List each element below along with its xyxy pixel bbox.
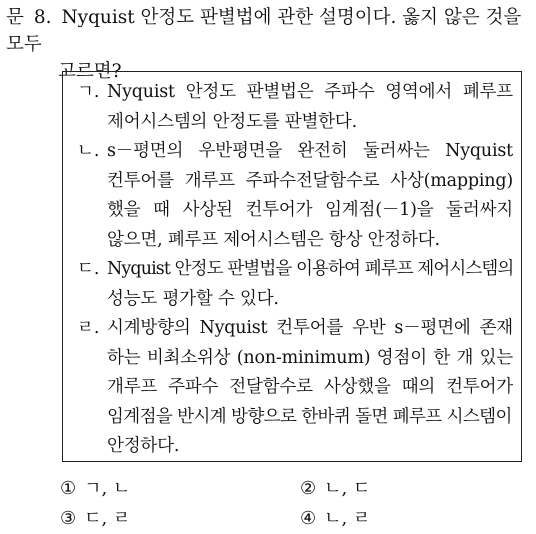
statement-d-line: 개루프 주파수 전달함수로 사상했을 때의 컨투어가 — [107, 377, 513, 397]
statement-d-line: 시계방향의 Nyquist 컨투어를 우반 s－평면에 존재 — [107, 318, 513, 338]
choice-3[interactable] — [60, 504, 130, 534]
statement-d — [77, 314, 513, 462]
statement-b-line: 했을 때 사상된 컨투어가 임계점(－1)을 둘러싸지 — [107, 200, 513, 220]
choice-2-number: ② — [300, 478, 317, 499]
statement-a-line: 제어시스템의 안정도를 판별한다. — [107, 111, 357, 132]
choice-1[interactable] — [60, 474, 130, 504]
statement-d-line: 안정하다. — [107, 436, 180, 456]
statement-a — [77, 78, 513, 137]
statement-b — [77, 137, 513, 255]
statement-b-line: 않으면, 폐루프 제어시스템은 항상 안정하다. — [107, 229, 440, 250]
statement-c-mark: ㄷ. — [77, 259, 100, 279]
statement-b-line: s－평면의 우반평면을 완전히 둘러싸는 Nyquist — [107, 141, 513, 161]
question-number: 8. — [33, 7, 52, 28]
choice-4-text: ㄴ, ㄹ — [324, 508, 371, 529]
statement-d-line: 임계점을 반시계 방향으로 한바퀴 돌면 폐루프 시스템이 — [107, 406, 512, 427]
statement-d-mark: ㄹ. — [77, 318, 100, 338]
statement-b-mark: ㄴ. — [77, 141, 100, 161]
question-text-line1: Nyquist 안정도 판별법에 관한 설명이다. 옳지 않은 것을 모두 — [6, 7, 522, 55]
choice-2[interactable] — [300, 474, 370, 504]
choice-1-number: ① — [60, 478, 77, 499]
choice-3-text: ㄷ, ㄹ — [84, 508, 131, 529]
statement-a-line: Nyquist 안정도 판별법은 주파수 영역에서 폐루프 — [107, 82, 513, 102]
choice-2-text: ㄴ, ㄷ — [324, 478, 371, 499]
choice-3-number: ③ — [60, 508, 77, 529]
question-prefix: 문 — [6, 7, 24, 28]
statement-c — [77, 255, 513, 314]
statement-b-line: 컨투어를 개루프 주파수전달함수로 사상(mapping) — [107, 170, 513, 191]
choice-4-number: ④ — [300, 508, 317, 529]
question-text-line2: 고르면? — [58, 61, 122, 82]
choice-4[interactable] — [300, 504, 370, 534]
statement-a-mark: ㄱ. — [77, 82, 100, 102]
choice-1-text: ㄱ, ㄴ — [84, 478, 131, 499]
statement-c-line: Nyquist 안정도 판별법을 이용하여 폐루프 제어시스템의 — [107, 259, 514, 279]
statement-c-line: 성능도 평가할 수 있다. — [107, 288, 279, 309]
statements-box — [62, 71, 522, 462]
statement-d-line: 하는 비최소위상 (non-minimum) 영점이 한 개 있는 — [107, 347, 513, 368]
